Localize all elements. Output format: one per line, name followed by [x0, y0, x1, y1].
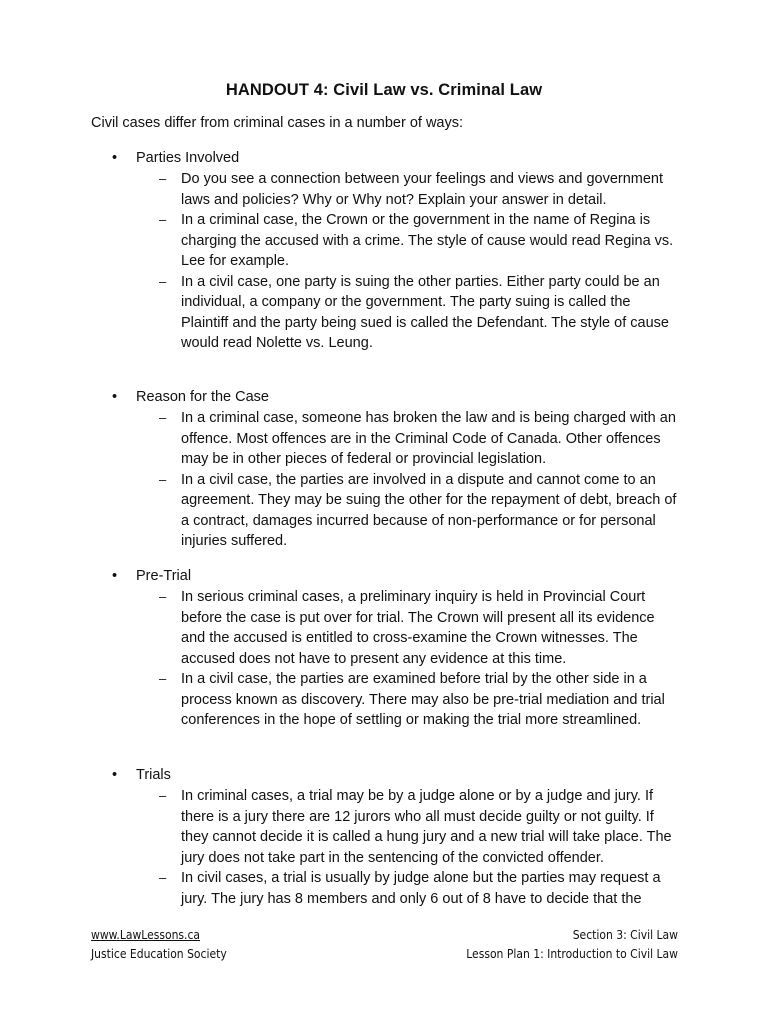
sub-item-text: Do you see a connection between your feelings and views and government laws and policies? Why or Why not? Explain your answer in detail. — [181, 171, 664, 208]
sub-item-text: In serious criminal cases, a preliminary inquiry is held in Provincial Court before the case is put over for trial. The Crown will present all its evidence and the accused is entitled to cross-examine the Crown witnesses. The accused does not have to present any evidence at this time. — [181, 589, 655, 667]
sub-item-text: In a civil case, the parties are involved in a dispute and cannot come to an agreement. They may be suing the other for the repayment of debt, breach of a contract, damages incurred because of non-performance or for personal injuries suffered. — [181, 471, 677, 549]
sub-item — [0, 210, 768, 272]
bullet-icon: • — [112, 150, 118, 166]
intro-paragraph: Civil cases differ from criminal cases in a number of ways: — [91, 115, 464, 131]
sub-item — [0, 786, 768, 868]
dash-icon: – — [159, 410, 167, 425]
dash-icon: – — [159, 212, 167, 227]
section-pre-trial — [0, 566, 768, 731]
website-link[interactable]: www.LawLessons.ca — [91, 928, 201, 942]
dash-icon: – — [159, 870, 167, 885]
dash-icon: – — [159, 788, 167, 803]
sub-item — [0, 669, 768, 731]
lesson-label: Lesson Plan 1: Introduction to Civil Law — [466, 947, 678, 961]
section-heading: Reason for the Case — [136, 389, 269, 405]
dash-icon: – — [159, 171, 167, 186]
sub-item — [0, 587, 768, 669]
bullet-icon: • — [112, 389, 118, 405]
section-reason-for-case — [0, 387, 768, 552]
sub-item-text: In a civil case, the parties are examined before trial by the other side in a process known as discovery. There may also be pre-trial mediation and trial conferences in the hope of settling or making the trial more streamlined. — [181, 671, 665, 728]
dash-icon: – — [159, 273, 167, 289]
dash-icon: – — [159, 471, 167, 487]
footer-left — [91, 926, 227, 964]
sub-item-text: In a criminal case, someone has broken the law and is being charged with an offence. Most offences are in the Criminal Code of Canada. Other offences may be in other pieces of federal or provincial legislation. — [181, 410, 676, 467]
sub-item — [0, 169, 768, 210]
bullet-icon: • — [112, 767, 118, 783]
bullet-item — [0, 765, 768, 786]
sub-item-text: In civil cases, a trial is usually by judge alone but the parties may request a jury. The jury has 8 members and only 6 out of 8 have to decide that the — [181, 870, 661, 907]
organization-name: Justice Education Society — [91, 947, 227, 961]
bullet-item — [0, 148, 768, 169]
page-title: HANDOUT 4: Civil Law vs. Criminal Law — [225, 81, 543, 99]
sub-item — [0, 470, 768, 552]
sub-item — [0, 272, 768, 354]
section-heading: Trials — [136, 767, 171, 783]
section-parties-involved — [0, 148, 768, 354]
section-trials — [0, 765, 768, 909]
sub-item-text: In a criminal case, the Crown or the government in the name of Regina is charging the accused with a crime. The style of cause would read Regina vs. Lee for example. — [181, 212, 674, 269]
sub-item — [0, 868, 768, 909]
section-heading: Pre-Trial — [136, 568, 192, 584]
dash-icon: – — [159, 589, 167, 604]
footer-right — [466, 926, 678, 964]
bullet-item — [0, 566, 768, 587]
sub-item — [0, 408, 768, 470]
sub-item-text: In a civil case, one party is suing the other parties. Either party could be an individual, a company or the government. The party suing is called the Plaintiff and the party being sued is called the Defendant. The style of cause would read Nolette vs. Leung. — [181, 273, 669, 351]
dash-icon: – — [159, 671, 167, 686]
bullet-item — [0, 387, 768, 408]
section-heading: Parties Involved — [136, 150, 240, 166]
section-label: Section 3: Civil Law — [572, 928, 678, 942]
bullet-icon: • — [112, 568, 118, 584]
sub-item-text: In criminal cases, a trial may be by a judge alone or by a judge and jury. If there is a jury there are 12 jurors who all must decide guilty or not guilty. If they cannot decide it is called a hung jury and a new trial will take place. The jury does not take part in the sentencing of the convicted offender. — [181, 788, 672, 866]
